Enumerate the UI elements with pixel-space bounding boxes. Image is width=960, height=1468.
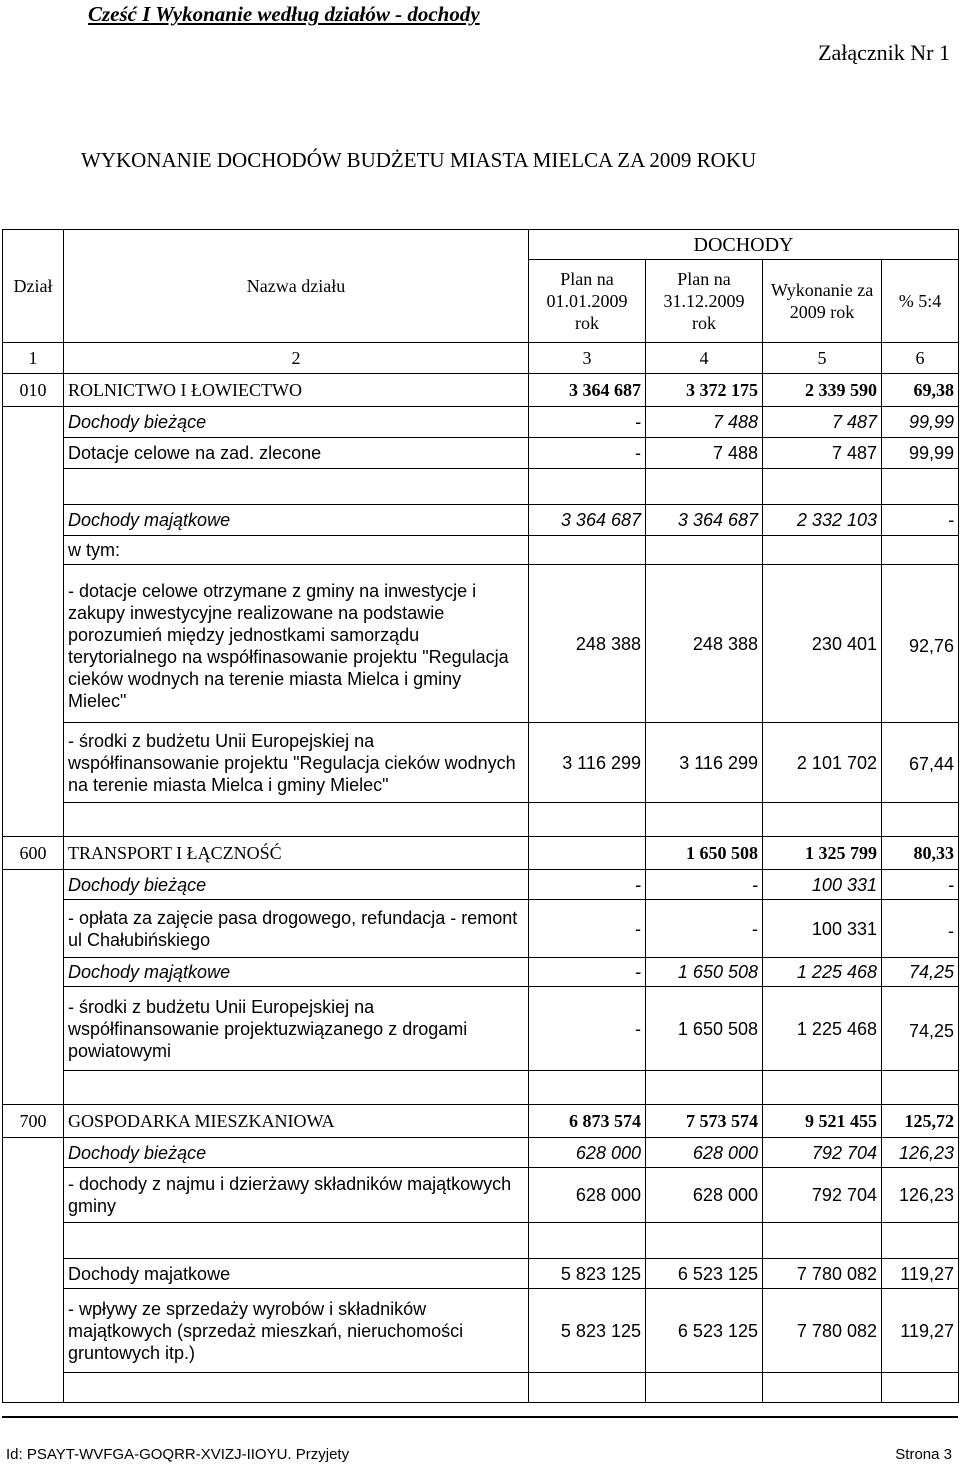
empty-cell <box>763 1373 882 1403</box>
empty-cell <box>3 900 64 958</box>
group-header-dochody: DOCHODY <box>529 230 959 260</box>
plan-start-value: 3 116 299 <box>529 723 646 803</box>
empty-cell <box>3 1289 64 1373</box>
percent-value: 92,76 <box>882 565 959 723</box>
row-name: - środki z budżetu Unii Europejskiej na współfinansowanie projektuzwiązanego z drogami powiatowymi <box>64 987 529 1071</box>
section-name: ROLNICTWO I ŁOWIECTWO <box>64 374 529 407</box>
percent-value: 69,38 <box>882 374 959 407</box>
empty-cell <box>3 469 64 505</box>
plan-start-value: 3 364 687 <box>529 374 646 407</box>
annex-label: Załącznik Nr 1 <box>818 40 950 65</box>
percent-value: 74,25 <box>882 958 959 987</box>
plan-start-value: 5 823 125 <box>529 1259 646 1289</box>
execution-value: 7 780 082 <box>763 1259 882 1289</box>
row-name: w tym: <box>64 536 529 565</box>
row-name: - dotacje celowe otrzymane z gminy na inwestycje i zakupy inwestycyjne realizowane na podstawie porozumień między jednostkami samorządu terytorialnego na współfinasowanie projektu "Regulacja cieków wodnych na terenie miasta Mielca i gminy Mielec" <box>64 565 529 723</box>
empty-cell <box>3 1138 64 1168</box>
section-code: 700 <box>3 1105 64 1138</box>
percent-value: 80,33 <box>882 837 959 870</box>
row-name: Dochody bieżące <box>64 1138 529 1168</box>
empty-cell <box>882 469 959 505</box>
plan-end-value: 1 650 508 <box>646 987 763 1071</box>
plan-start-value: 6 873 574 <box>529 1105 646 1138</box>
col-header-percent: % 5:4 <box>882 260 959 343</box>
plan-end-value: 7 488 <box>646 407 763 438</box>
execution-value: 7 487 <box>763 407 882 438</box>
empty-cell <box>529 469 646 505</box>
col-header-execution: Wykonanie za 2009 rok <box>763 260 882 343</box>
percent-value: 67,44 <box>882 723 959 803</box>
plan-end-value: 1 650 508 <box>646 958 763 987</box>
execution-value: 1 325 799 <box>763 837 882 870</box>
plan-start-value: - <box>529 987 646 1071</box>
empty-cell <box>882 1373 959 1403</box>
execution-value: 100 331 <box>763 870 882 900</box>
row-name: - środki z budżetu Unii Europejskiej na współfinansowanie projektu "Regulacja cieków wodnych na terenie miasta Mielca i gminy Mielec" <box>64 723 529 803</box>
document-id: Id: PSAYT-WVFGA-GOQRR-XVIZJ-IIOYU. Przyjety <box>6 1446 350 1463</box>
row-name: Dochody majątkowe <box>64 958 529 987</box>
plan-start-value: - <box>529 900 646 958</box>
percent-value: - <box>882 900 959 958</box>
empty-cell <box>882 1071 959 1105</box>
col-number: 4 <box>646 343 763 374</box>
empty-cell <box>3 1259 64 1289</box>
empty-cell <box>646 1223 763 1259</box>
empty-cell <box>64 1373 529 1403</box>
plan-end-value: 6 523 125 <box>646 1259 763 1289</box>
percent-value: - <box>882 870 959 900</box>
plan-end-value: 248 388 <box>646 565 763 723</box>
empty-cell <box>763 469 882 505</box>
empty-cell <box>3 803 64 837</box>
empty-cell <box>763 803 882 837</box>
empty-cell <box>64 803 529 837</box>
empty-cell <box>763 1071 882 1105</box>
plan-end-value: 7 573 574 <box>646 1105 763 1138</box>
empty-cell <box>3 1373 64 1403</box>
plan-end-value: 6 523 125 <box>646 1289 763 1373</box>
empty-cell <box>529 803 646 837</box>
row-name: - wpływy ze sprzedaży wyrobów i składników majątkowych (sprzedaż mieszkań, nieruchomości gruntowych itp.) <box>64 1289 529 1373</box>
empty-cell <box>529 536 646 565</box>
plan-end-value: - <box>646 870 763 900</box>
percent-value: - <box>882 505 959 536</box>
col-header-dzial: Dział <box>3 230 64 343</box>
empty-cell <box>3 536 64 565</box>
row-name: Dochody bieżące <box>64 870 529 900</box>
empty-cell <box>529 1373 646 1403</box>
plan-end-value: 628 000 <box>646 1138 763 1168</box>
execution-value: 230 401 <box>763 565 882 723</box>
percent-value: 125,72 <box>882 1105 959 1138</box>
empty-cell <box>763 536 882 565</box>
plan-end-value: 3 364 687 <box>646 505 763 536</box>
percent-value: 119,27 <box>882 1259 959 1289</box>
section-name: TRANSPORT I ŁĄCZNOŚĆ <box>64 837 529 870</box>
execution-value: 1 225 468 <box>763 958 882 987</box>
empty-cell <box>646 469 763 505</box>
empty-cell <box>3 987 64 1071</box>
empty-cell <box>646 1373 763 1403</box>
col-header-plan-end: Plan na 31.12.2009 rok <box>646 260 763 343</box>
plan-start-value: 628 000 <box>529 1168 646 1223</box>
execution-value: 792 704 <box>763 1138 882 1168</box>
col-number: 3 <box>529 343 646 374</box>
empty-cell <box>3 870 64 900</box>
empty-cell <box>529 1071 646 1105</box>
empty-cell <box>882 1223 959 1259</box>
empty-cell <box>3 407 64 438</box>
plan-start-value: 248 388 <box>529 565 646 723</box>
percent-value: 74,25 <box>882 987 959 1071</box>
empty-cell <box>646 1071 763 1105</box>
empty-cell <box>64 1071 529 1105</box>
execution-value: 2 332 103 <box>763 505 882 536</box>
execution-value: 2 339 590 <box>763 374 882 407</box>
row-name: Dochody majątkowe <box>64 505 529 536</box>
plan-start-value: - <box>529 438 646 469</box>
empty-cell <box>882 803 959 837</box>
empty-cell <box>3 565 64 723</box>
empty-cell <box>882 536 959 565</box>
empty-cell <box>3 1168 64 1223</box>
row-name: Dochody bieżące <box>64 407 529 438</box>
empty-cell <box>3 505 64 536</box>
col-number: 2 <box>64 343 529 374</box>
empty-cell <box>3 958 64 987</box>
empty-cell <box>529 1223 646 1259</box>
row-name: Dochody majatkowe <box>64 1259 529 1289</box>
execution-value: 9 521 455 <box>763 1105 882 1138</box>
empty-cell <box>646 536 763 565</box>
row-name: - dochody z najmu i dzierżawy składników majątkowych gminy <box>64 1168 529 1223</box>
execution-value: 1 225 468 <box>763 987 882 1071</box>
section-code: 600 <box>3 837 64 870</box>
percent-value: 126,23 <box>882 1138 959 1168</box>
plan-end-value: - <box>646 900 763 958</box>
execution-value: 2 101 702 <box>763 723 882 803</box>
empty-cell <box>3 723 64 803</box>
section-name: GOSPODARKA MIESZKANIOWA <box>64 1105 529 1138</box>
percent-value: 99,99 <box>882 407 959 438</box>
empty-cell <box>64 469 529 505</box>
percent-value: 119,27 <box>882 1289 959 1373</box>
revenue-table <box>2 229 959 1403</box>
execution-value: 100 331 <box>763 900 882 958</box>
execution-value: 792 704 <box>763 1168 882 1223</box>
plan-end-value: 7 488 <box>646 438 763 469</box>
plan-start-value <box>529 837 646 870</box>
col-number: 1 <box>3 343 64 374</box>
col-header-name: Nazwa działu <box>64 230 529 343</box>
plan-start-value: 628 000 <box>529 1138 646 1168</box>
plan-start-value: - <box>529 407 646 438</box>
percent-value: 99,99 <box>882 438 959 469</box>
section-code: 010 <box>3 374 64 407</box>
execution-value: 7 487 <box>763 438 882 469</box>
plan-start-value: - <box>529 870 646 900</box>
plan-end-value: 3 372 175 <box>646 374 763 407</box>
empty-cell <box>3 438 64 469</box>
percent-value: 126,23 <box>882 1168 959 1223</box>
document-title: WYKONANIE DOCHODÓW BUDŻETU MIASTA MIELCA ZA 2009 ROKU <box>81 148 757 172</box>
empty-cell <box>3 1223 64 1259</box>
plan-end-value: 628 000 <box>646 1168 763 1223</box>
plan-start-value: 3 364 687 <box>529 505 646 536</box>
plan-start-value: 5 823 125 <box>529 1289 646 1373</box>
col-number: 5 <box>763 343 882 374</box>
empty-cell <box>646 803 763 837</box>
plan-start-value: - <box>529 958 646 987</box>
plan-end-value: 1 650 508 <box>646 837 763 870</box>
footer-divider <box>2 1416 958 1418</box>
col-number: 6 <box>882 343 959 374</box>
row-name: Dotacje celowe na zad. zlecone <box>64 438 529 469</box>
row-name: - opłata za zajęcie pasa drogowego, refundacja - remont ul Chałubińskiego <box>64 900 529 958</box>
empty-cell <box>64 1223 529 1259</box>
execution-value: 7 780 082 <box>763 1289 882 1373</box>
section-title: Cześć I Wykonanie według działów - dochody <box>88 2 480 26</box>
page-number: Strona 3 <box>895 1446 952 1463</box>
col-header-plan-start: Plan na 01.01.2009 rok <box>529 260 646 343</box>
plan-end-value: 3 116 299 <box>646 723 763 803</box>
empty-cell <box>763 1223 882 1259</box>
empty-cell <box>3 1071 64 1105</box>
